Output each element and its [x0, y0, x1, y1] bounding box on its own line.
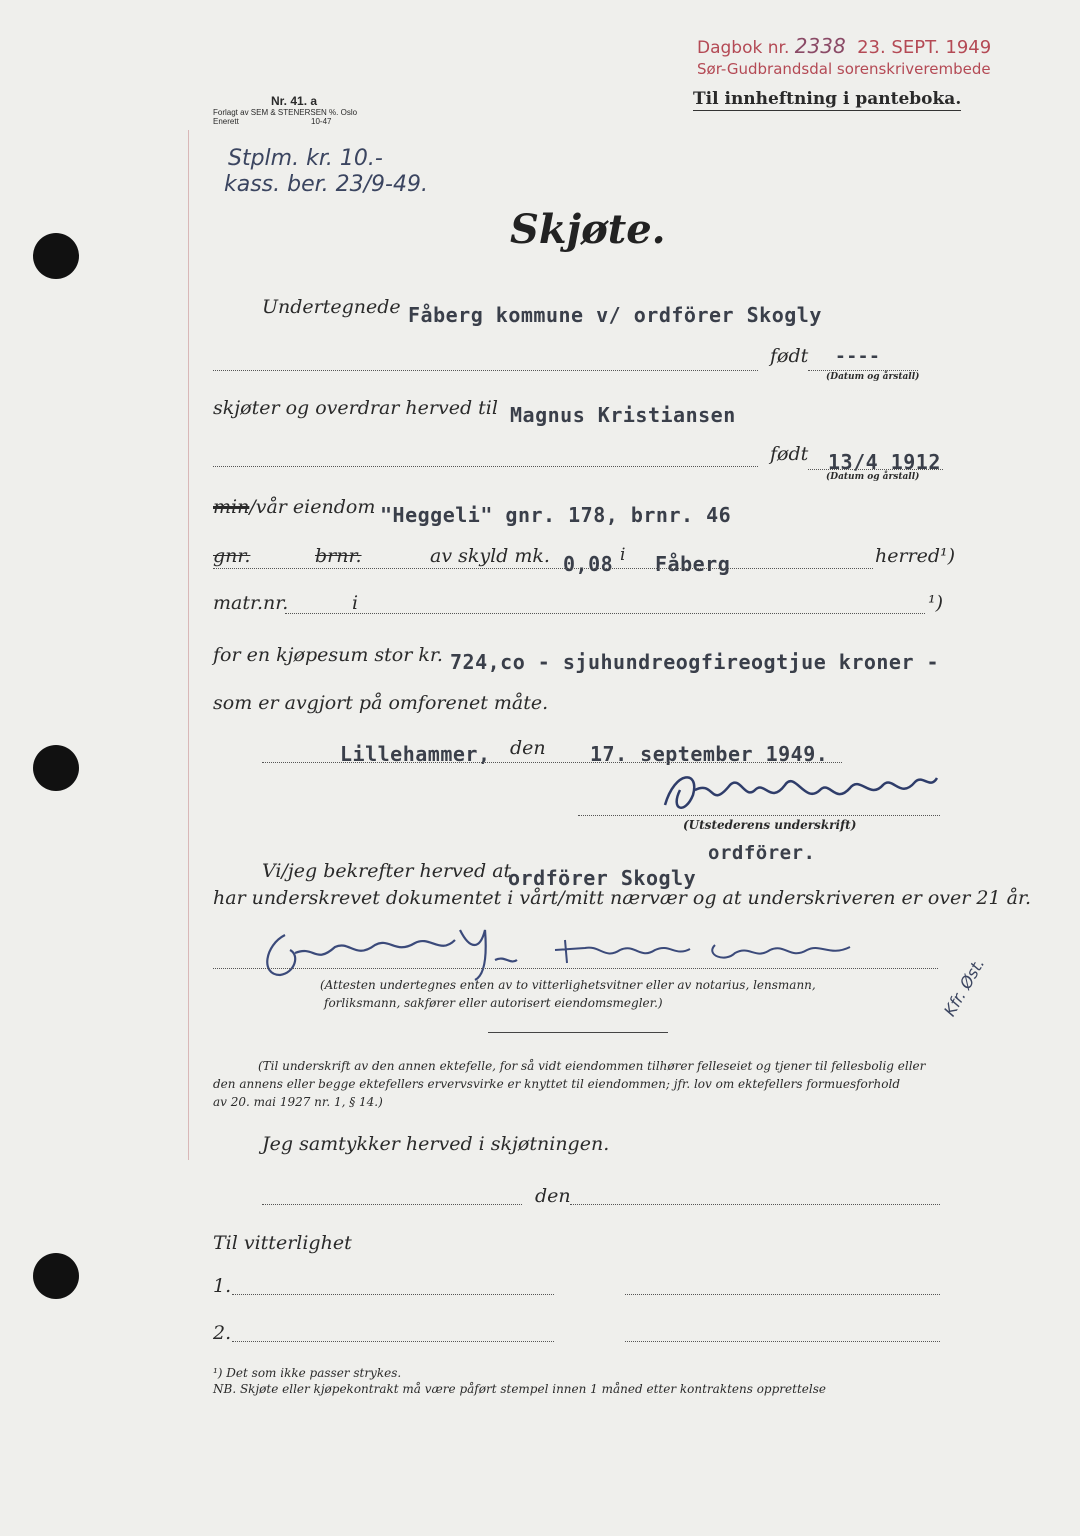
property-label [213, 496, 375, 518]
enerett-label: Enerett [213, 117, 239, 126]
consent-den: den [535, 1185, 571, 1207]
grantor-line [213, 370, 758, 371]
dagbok-number: 2338 [794, 34, 846, 58]
witness-name: ordförer Skogly [508, 866, 697, 890]
witness-caption-line2: forliksmann, sakfører eller autorisert eiendomsmegler.) [324, 996, 663, 1010]
consent-text: Jeg samtykker herved i skjøtningen. [262, 1133, 610, 1155]
price-value: 724,co - sjuhundreogfireogtjue kroner - [450, 650, 940, 674]
grantor-value: Fåberg kommune v/ ordförer Skogly [408, 303, 822, 327]
grantee-born-caption: (Datum og årstall) [826, 472, 920, 482]
witness-1-number: 1. [213, 1275, 232, 1297]
grantor-label: Undertegnede [262, 296, 401, 318]
matr-suffix: ¹) [928, 592, 944, 614]
grantor-born-caption: (Datum og årstall) [826, 372, 920, 382]
gnr-label: gnr. [213, 545, 251, 567]
separator-line [488, 1032, 668, 1033]
witness-signatures [255, 915, 865, 985]
punch-hole-top [33, 233, 79, 279]
herred-value: Fåberg [655, 552, 731, 576]
margin-rule [188, 130, 189, 1160]
signatory-title: ordförer. [708, 842, 816, 864]
spouse-note-line1: (Til underskrift av den annen ektefelle, for så vidt eiendommen tilhører felleseiet og tjener til fellesbolig eller [258, 1059, 926, 1073]
grantor-born-value: ---- [835, 346, 881, 367]
grantor-born-label: født [770, 345, 809, 367]
witness-2b-line [625, 1341, 940, 1342]
grantee-line [213, 466, 758, 467]
footnote-2: NB. Skjøte eller kjøpekontrakt må være påført stempel innen 1 måned etter kontraktens opprettelse [213, 1382, 826, 1396]
brnr-label: brnr. [315, 545, 362, 567]
witness-2-number: 2. [213, 1322, 232, 1344]
punch-hole-middle [33, 745, 79, 791]
witness-1b-line [625, 1294, 940, 1295]
skyld-label: av skyld mk. [430, 545, 550, 567]
footnote-1: ¹) Det som ikke passer strykes. [213, 1366, 402, 1380]
consent-den-line [570, 1204, 940, 1205]
property-value: "Heggeli" gnr. 178, brnr. 46 [380, 503, 732, 527]
matr-line [285, 613, 925, 614]
vitterlighet-label: Til vitterlighet [213, 1232, 352, 1254]
den-label: den [510, 737, 546, 759]
filing-note: Til innheftning i panteboka. [693, 89, 962, 109]
property-label-text: /vår eiendom [249, 496, 376, 518]
stamp-date: 23. SEPT. 1949 [857, 37, 992, 58]
matr-i-label: i [352, 592, 359, 614]
witness-caption-line1: (Attesten undertegnes enten av to vitterlighetsvitner eller av notarius, lensmann, [320, 978, 816, 992]
spouse-note-line2: den annens eller begge ektefellers ervervsvirke er knyttet til eiendommen; jfr. lov om ektefellers formuesforhold [213, 1077, 900, 1091]
witness-1-line [232, 1294, 554, 1295]
date-value: 17. september 1949. [590, 742, 829, 766]
signature-caption: (Utstederens underskrift) [683, 818, 857, 832]
skyld-value: 0,08 [563, 552, 614, 576]
grantee-born-value: 13/4 1912 [828, 450, 941, 474]
grantee-label: skjøter og overdrar herved til [213, 397, 498, 419]
grantee-born-line [808, 469, 943, 470]
form-number: Nr. 41. a [271, 94, 318, 108]
registry-stamp [697, 34, 1027, 78]
grantor-signature [655, 760, 945, 820]
witness-sign-line [213, 968, 938, 969]
grantee-born-label: født [770, 443, 809, 465]
dagbok-label: Dagbok nr. [697, 38, 790, 58]
settled-text: som er avgjort på omforenet måte. [213, 692, 549, 714]
edition-label: 10-47 [311, 117, 332, 126]
handwritten-note-stamp-fee: Stplm. kr. 10.- [228, 146, 383, 171]
herred-label: herred¹) [875, 545, 956, 567]
witness-line2: har underskrevet dokumentet i vårt/mitt nærvær og at underskriveren er over 21 år. [213, 887, 1031, 909]
publisher-line: Forlagt av SEM & STENERSEN %. Oslo [213, 108, 358, 117]
matr-label: matr.nr. [213, 592, 289, 614]
witness-prefix: Vi/jeg bekrefter herved at [262, 860, 512, 882]
skyld-i-label: i [620, 545, 626, 565]
price-label: for en kjøpesum stor kr. [213, 644, 443, 666]
form-header [213, 94, 413, 126]
place-value: Lillehammer, [340, 742, 491, 766]
document-title: Skjøte. [510, 206, 666, 253]
margin-note: Kfr. Øst. [940, 954, 989, 1020]
punch-hole-bottom [33, 1253, 79, 1299]
grantee-value: Magnus Kristiansen [510, 403, 736, 427]
witness-2-line [232, 1341, 554, 1342]
spouse-note-line3: av 20. mai 1927 nr. 1, § 14.) [213, 1095, 383, 1109]
property-label-struck: min [213, 496, 250, 518]
court-name: Sør-Gudbrandsdal sorenskriverembede [697, 60, 991, 78]
skyld-line [213, 568, 873, 569]
handwritten-note-cash: kass. ber. 23/9-49. [224, 172, 428, 197]
signature-line [578, 815, 940, 816]
consent-line [262, 1204, 522, 1205]
grantor-born-line [808, 370, 918, 371]
